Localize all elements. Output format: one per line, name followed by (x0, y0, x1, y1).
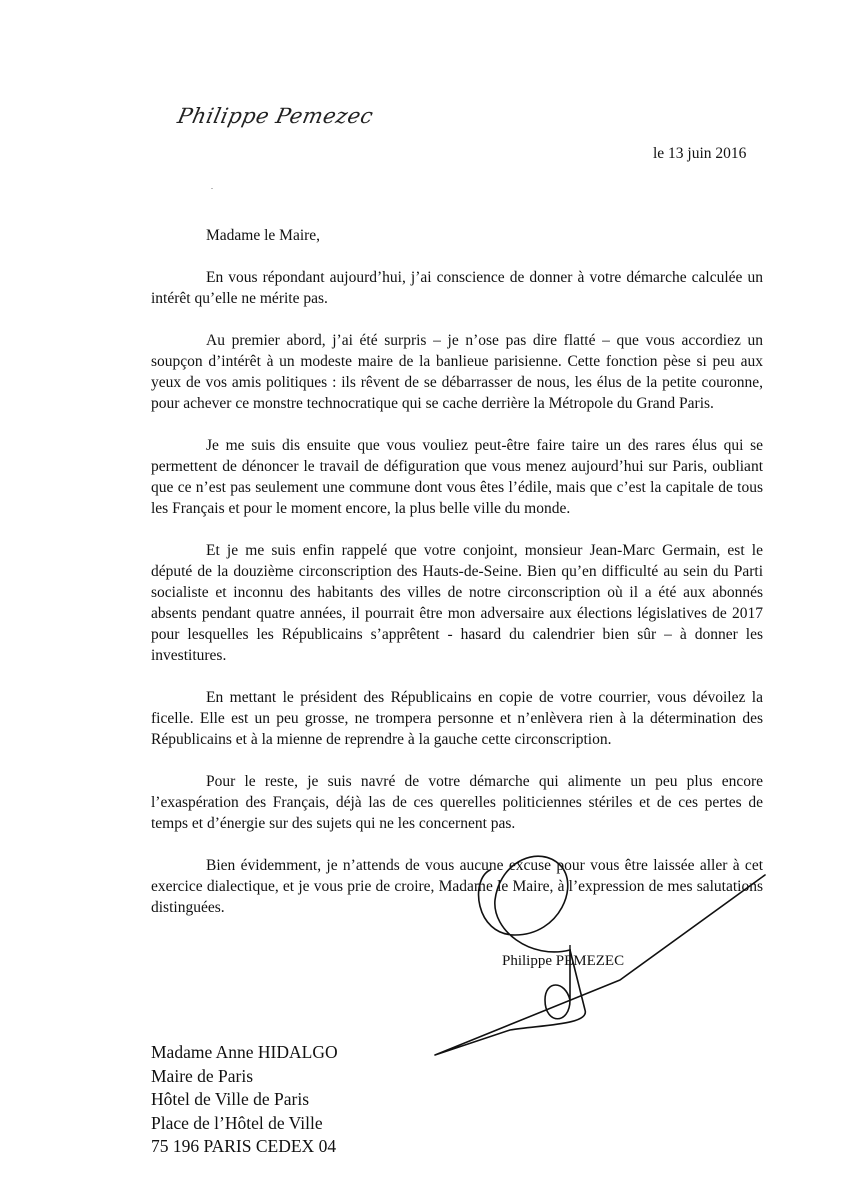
paragraph-1: En vous répondant aujourd’hui, j’ai conscience de donner à votre démarche calculée un intérêt qu’elle ne mérite pas. (151, 269, 763, 307)
paragraph-2: Au premier abord, j’ai été surpris – je n’ose pas dire flatté – que vous accordiez un soupçon d’intérêt à un modeste maire de la banlieue parisienne. Cette fonction pèse si peu aux yeux de vos amis politiques : ils rêvent de se débarrasser de nous, les élus de la petite couronne, pour achever ce monstre technocratique qui se cache derrière la Métropole du Grand Paris. (151, 332, 763, 412)
scan-speck (211, 188, 213, 189)
letter-date: le 13 juin 2016 (653, 145, 747, 162)
recipient-line: Hôtel de Ville de Paris (151, 1089, 310, 1109)
recipient-line: Madame Anne HIDALGO (151, 1042, 338, 1062)
paragraph-4: Et je me suis enfin rappelé que votre conjoint, monsieur Jean-Marc Germain, est le député de la douzième circonscription des Hauts-de-Seine. Bien qu’en difficulté au sein du Parti socialiste et inconnu des habitants des villes de notre circonscription où il a été aux abonnés absents pendant quatre années, il pourrait être mon adversaire aux élections législatives de 2017 pour lesquelles les Républicains s’apprêtent - hasard du calendrier bien sûr – à donner les investitures. (151, 542, 763, 664)
paragraph-5: En mettant le président des Républicains en copie de votre courrier, vous dévoilez la ficelle. Elle est un peu grosse, ne trompera personne et n’enlèvera rien à la détermination des Républicains et à la mienne de reprendre à la gauche cette circonscription. (151, 689, 763, 748)
paragraph-7: Bien évidemment, je n’attends de vous aucune excuse pour vous être laissée aller à cet exercice dialectique, et je vous prie de croire, Madame le Maire, à l’expression de mes salutations distinguées. (151, 857, 763, 916)
recipient-line: Place de l’Hôtel de Ville (151, 1112, 323, 1133)
paragraph-3: Je me suis dis ensuite que vous vouliez peut-être faire taire un des rares élus qui se permettent de dénoncer le travail de défiguration que vous menez aujourd’hui sur Paris, oubliant que ce n’est pas seulement une commune dont vous êtes l’édile, mais que c’est la capitale de tous les Français et pour le moment encore, la plus belle ville du monde. (151, 437, 763, 517)
salutation: Madame le Maire, (206, 227, 321, 244)
recipient-line: Maire de Paris (151, 1065, 254, 1086)
recipient-line: 75 196 PARIS CEDEX 04 (151, 1136, 337, 1156)
recipient-address (151, 1041, 338, 1159)
paragraph-6: Pour le reste, je suis navré de votre démarche qui alimente un peu plus encore l’exaspération des Français, déjà las de ces querelles politiciennes stériles et de ces pertes de temps et d’énergie sur des sujets qui ne les concernent pas. (151, 773, 763, 832)
handwritten-signature (420, 840, 780, 1070)
signer-name: Philippe PEMEZEC (502, 953, 625, 969)
letterhead-name: Philippe Pemezec (175, 104, 376, 128)
